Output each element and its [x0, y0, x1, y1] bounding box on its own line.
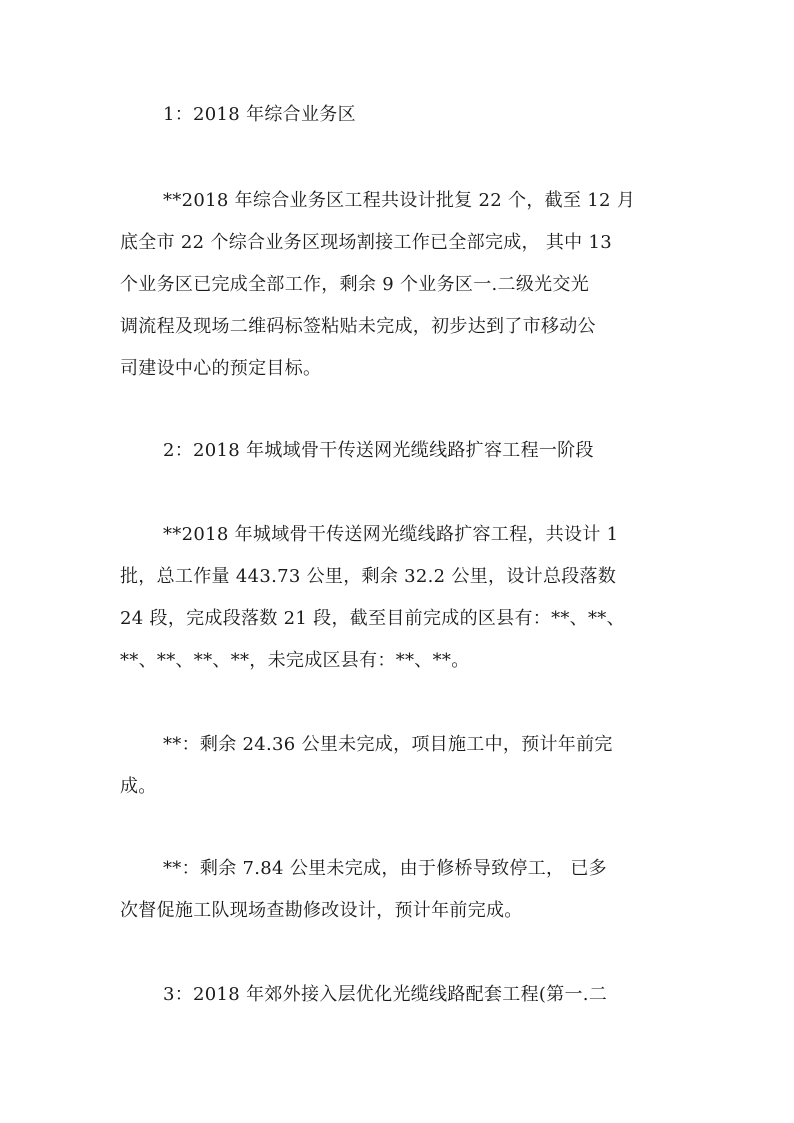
- paragraph-line: **、**、**、**，未完成区县有：**、**。: [120, 650, 470, 671]
- paragraph-line: 成。: [120, 776, 157, 797]
- paragraph-line: 批，总工作量 443.73 公里，剩余 32.2 公里，设计总段落数: [120, 566, 617, 587]
- paragraph-line: 次督促施工队现场查勘修改设计，预计年前完成。: [120, 900, 523, 921]
- paragraph-line: 调流程及现场二维码标签粘贴未完成，初步达到了市移动公: [120, 316, 596, 337]
- paragraph-line: 个业务区已完成全部工作，剩余 9 个业务区一.二级光交光: [120, 274, 590, 295]
- paragraph-line: **：剩余 7.84 公里未完成，由于修桥导致停工， 已多: [163, 858, 607, 879]
- paragraph-line: 底全市 22 个综合业务区现场割接工作已全部完成， 其中 13: [120, 232, 612, 253]
- paragraph-line: **2018 年城域骨干传送网光缆线路扩容工程，共设计 1: [163, 524, 619, 545]
- paragraph-line: **2018 年综合业务区工程共设计批复 22 个，截至 12 月: [163, 190, 636, 211]
- section-heading-3: 3：2018 年郊外接入层优化光缆线路配套工程(第一.二: [163, 984, 608, 1005]
- paragraph-line: **：剩余 24.36 公里未完成，项目施工中，预计年前完: [163, 734, 613, 755]
- section-heading-2: 2：2018 年城域骨干传送网光缆线路扩容工程一阶段: [163, 440, 594, 461]
- paragraph-line: 司建设中心的预定目标。: [120, 358, 322, 379]
- section-heading-1: 1：2018 年综合业务区: [163, 104, 356, 125]
- paragraph-line: 24 段，完成段落数 21 段，截至目前完成的区县有：**、**、: [120, 608, 625, 629]
